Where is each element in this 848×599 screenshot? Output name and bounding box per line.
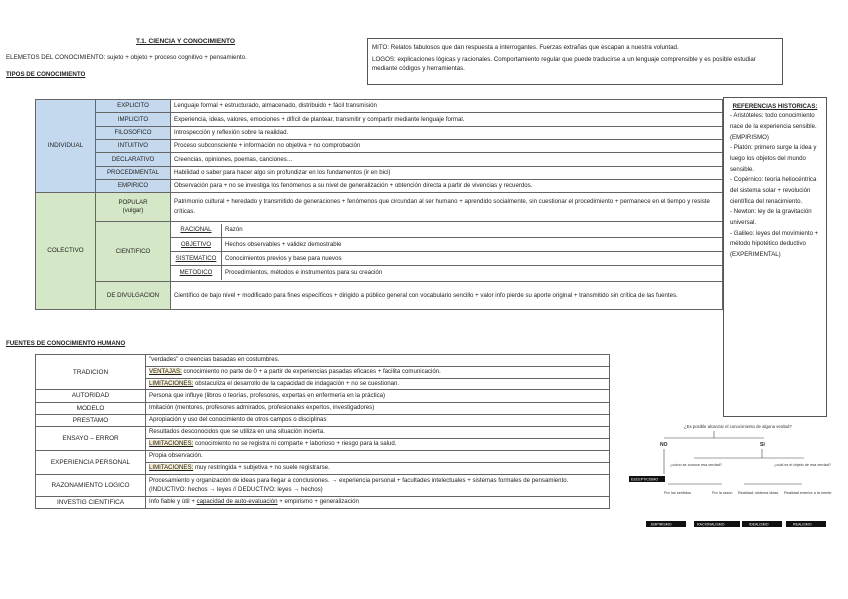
diagram-si: SI xyxy=(760,442,765,448)
diagram-no: NO xyxy=(660,442,668,448)
tradicion-limitaciones xyxy=(146,379,609,390)
mito-logos-box xyxy=(367,38,783,85)
referencia-item: - Galileo: leyes del movimiento + método hipotético deductivo (EXPERIMENTAL) xyxy=(730,229,819,258)
fuente-name: ENSAYO – ERROR xyxy=(36,427,146,451)
investig-underlined: capacidad de auto-evaluación xyxy=(196,498,278,506)
group-colectivo-label: COLECTIVO xyxy=(36,193,96,310)
limitaciones-label: LIMITACIONES: xyxy=(149,440,194,448)
fuente-name: RAZONAMIENTO LOGICO xyxy=(36,474,146,497)
cientifico-subtable xyxy=(171,224,722,280)
fuente-desc xyxy=(146,427,610,451)
cientifico-subtable-cell xyxy=(171,222,723,282)
tipo-desc: Proceso subconsciente + información no objetiva + no comprobación xyxy=(171,140,723,153)
fuente-name: TRADICION xyxy=(36,355,146,390)
fuente-desc xyxy=(146,450,610,474)
tipo-name: PROCEDIMENTAL xyxy=(96,167,171,180)
popular-name: POPULAR xyxy=(118,199,148,207)
page-title: T.1. CIENCIA Y CONOCIMIENTO xyxy=(136,38,236,45)
fuente-name: PRESTAMO xyxy=(36,415,146,427)
referencia-item: - Newton: ley de la gravitación universal. xyxy=(730,208,812,226)
tipo-name: FILOSOFICO xyxy=(96,127,171,140)
tipo-name: INTUITIVO xyxy=(96,140,171,153)
tipo-desc: Científico de bajo nivel + modificado para fines específicos + dirigido a público general con vocabulario sencillo + valor info pierde su aporte original + transmitido sin crítica de las fuentes. xyxy=(171,282,723,310)
fuentes-table xyxy=(35,354,610,509)
cientifico-label: RACIONAL xyxy=(171,224,222,238)
fuente-name: INVESTIG CIENTIFICA xyxy=(36,497,146,509)
referencia-item: - Copérnico: teoría heliocéntrica del sistema solar + revolución científica del renacimiento. xyxy=(730,176,817,205)
ventajas-text: conocimiento no parte de 0 + a partir de experiencias pasadas eficaces + facilita comunicación. xyxy=(183,367,441,375)
realidad-externa: Realidad exterior a la mente xyxy=(784,491,832,495)
cientifico-desc: Razón xyxy=(222,224,723,238)
tipo-name: CIENTIFICO xyxy=(96,222,171,282)
cientifico-desc: Procedimientos, métodos e instrumentos para su creación xyxy=(225,268,383,276)
limitaciones-label: LIMITACIONES: xyxy=(149,379,194,387)
limitaciones-text: obstaculiza el desarrollo de la capacidad de indagación + no se cuestionan. xyxy=(194,379,400,387)
experiencia-line: Propia observación. xyxy=(146,451,609,463)
racionalismo-label: RACIONALISMO xyxy=(697,522,725,527)
tipo-name: IMPLICITO xyxy=(96,113,171,127)
cientifico-desc: Conocimientos previos y base para nuevos xyxy=(222,252,723,266)
fuente-desc xyxy=(146,497,610,509)
por-sentidos: Por los sentidos xyxy=(664,491,692,495)
tradicion-line: "verdades" o creencias basadas en costumbres. xyxy=(146,355,609,367)
ensayo-line: Resultados desconocidos que se utiliza en una situación incierta. xyxy=(146,427,609,439)
elementos-conocimiento: ELEMETOS DEL CONOCIMIENTO: sujeto + objeto + proceso cognitivo + pensamiento. xyxy=(6,54,247,61)
diagram-q-right: ¿cuál es el objeto de esa verdad? xyxy=(774,463,831,467)
realidad-sistema: Realidad: sistema ideas xyxy=(738,491,779,495)
tipos-heading: TIPOS DE CONOCIMIENTO xyxy=(6,71,86,78)
logos-text: LOGOS: explicaciones lógicas y racionales. Comportamiento regular que puede traducirse a un lenguaje comprensible y es posible estudiar mediante códigos y herramientas. xyxy=(372,55,756,73)
limitaciones-label: LIMITACIONES: xyxy=(149,463,194,471)
mito-text: MITO: Relatos fabulosos que dan respuesta a interrogantes. Fuerzas extrañas que escapan a nuestra voluntad. xyxy=(372,44,679,51)
referencia-item: - Platón: primero surge la idea y luego los objetos del mundo sensible. xyxy=(730,144,817,173)
empirismo-label: EMPIRISMO xyxy=(651,522,672,527)
investig-pre: Info fiable y útil + xyxy=(149,498,197,506)
investig-post: + empirismo + generalización xyxy=(277,498,359,506)
cientifico-desc: Hechos observables + validez demostrable xyxy=(222,238,723,252)
tipo-desc: Observación para + no se investiga los fenómenos a su nivel de generalización + obtención directa a partir de vivencias y recuerdos. xyxy=(171,180,723,193)
popular-sub: (vulgar) xyxy=(122,207,144,214)
realismo-label: REALISMO xyxy=(793,522,812,527)
fuente-desc: Persona que influye (libros o teorías, profesores, expertas en enfermería en la práctica) xyxy=(146,390,610,402)
tipo-name: EXPLICITO xyxy=(96,100,171,113)
fuente-desc xyxy=(146,355,610,390)
escepticismo-label: ESCEPTICISMO xyxy=(631,477,659,482)
ventajas-label: VENTAJAS: xyxy=(149,367,182,375)
tipo-desc: Experiencia, ideas, valores, emociones + difícil de plantear, transmitir y compartir mediante lenguaje formal. xyxy=(171,113,723,127)
cientifico-label: METODICO xyxy=(171,266,222,280)
tipo-desc: Introspección y reflexión sobre la realidad. xyxy=(171,127,723,140)
referencias-title: REFERENCIAS HISTORICAS: xyxy=(732,103,818,110)
fuentes-heading: FUENTES DE CONOCIMIENTO HUMANO xyxy=(6,340,126,347)
tipo-desc: Creencias, opiniones, poemas, canciones… xyxy=(171,153,723,167)
conocimiento-diagram xyxy=(624,422,840,532)
tipo-popular xyxy=(96,193,171,222)
referencia-item: - Aristóteles: todo conocimiento nace de la experiencia sensible. (EMPIRISMO) xyxy=(730,112,817,141)
diagram-question: ¿Es posible alcanzar el conocimiento de alguna verdad? xyxy=(684,424,792,429)
cientifico-label: OBJETIVO xyxy=(171,238,222,252)
por-razon: Por la razón xyxy=(712,491,733,495)
tipo-name: DECLARATIVO xyxy=(96,153,171,167)
tipo-desc: Lenguaje formal + estructurado, almacenado, distribuido + fácil transmisión xyxy=(171,100,723,113)
tipo-name: EMPIRICO xyxy=(96,180,171,193)
fuente-desc: Procesamiento y organización de ideas para llegar a conclusiones. → experiencia personal + facultades intelectuales + sistemas formales de pensamiento. (INDUCTIVO: hechos → leyes // DEDUCTIVO: leyes → hechos) xyxy=(146,474,610,497)
ensayo-limitaciones xyxy=(146,439,609,450)
cientifico-label: SISTEMATICO xyxy=(171,252,222,266)
diagram-q-left: ¿cómo se conoce esa verdad? xyxy=(670,463,722,467)
tradicion-ventajas xyxy=(146,367,609,379)
fuente-name: EXPERIENCIA PERSONAL xyxy=(36,450,146,474)
idealismo-label: IDEALISMO xyxy=(749,522,769,527)
tipo-name: DE DIVULGACION xyxy=(96,282,171,310)
limitaciones-text: muy restringida + subjetiva + no suele registrarse. xyxy=(194,463,330,471)
experiencia-limitaciones xyxy=(146,463,609,474)
tipo-desc: Habilidad o saber para hacer algo sin profundizar en los fundamentos (ir en bici) xyxy=(171,167,723,180)
tipos-table xyxy=(35,99,723,310)
tipo-desc: Patrimonio cultural + heredado y transmitido de generaciones + fenómenos que circundan al ser humano + aprendido socialmente, sin cuestionar el procedimiento + permanece en el tiempo y resiste críticas. xyxy=(171,193,723,222)
fuente-desc: Apropiación y uso del conocimiento de otros campos o disciplinas xyxy=(146,415,610,427)
fuente-name: MODELO xyxy=(36,402,146,414)
limitaciones-text: conocimiento no se registra ni comparte + laborioso + riesgo para la salud. xyxy=(194,440,397,448)
group-individual-label: INDIVIDUAL xyxy=(36,100,96,193)
referencias-box xyxy=(723,97,827,417)
fuente-name: AUTORIDAD xyxy=(36,390,146,402)
fuente-desc: Imitación (mentores, profesores admirados, profesionales expertos, investigadores) xyxy=(146,402,610,414)
